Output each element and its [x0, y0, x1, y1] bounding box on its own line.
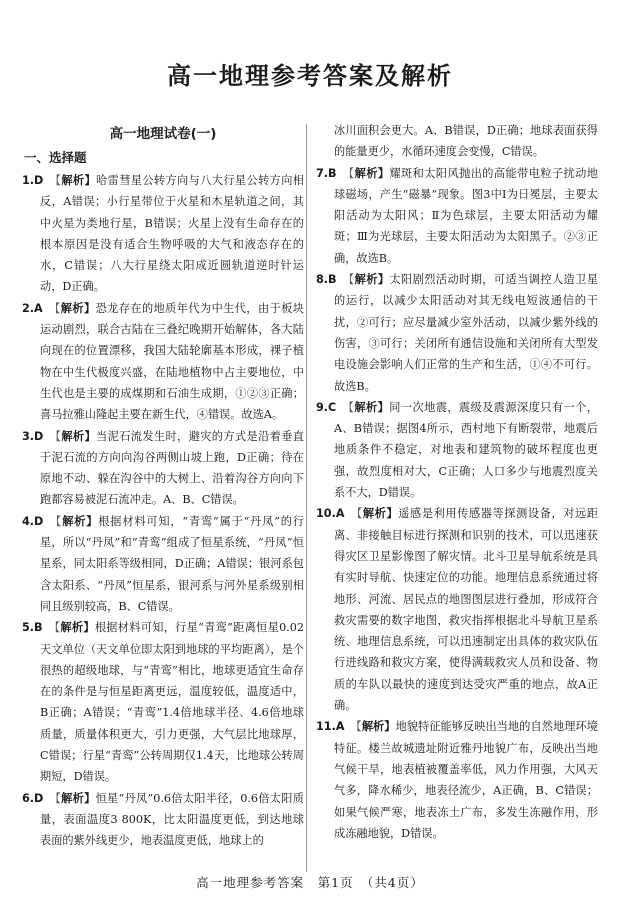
- analysis-text: 地貌特征能够反映出当地的自然地理环境特征。楼兰故城遗址附近雅丹地貌广布，反映出当地气候干旱，地表植被覆盖率低，风力作用强，大风天气多，降水稀少，地表径流少，A正确，B、C错误；如果气候严寒，地表冻土广布，多发生冻融作用，形成冻融地貌，D错误。: [334, 720, 598, 840]
- bracket-mark: 【: [48, 621, 61, 635]
- analysis-text: 耀斑和太阳风抛出的高能带电粒子扰动地球磁场，产生“磁暴”现象。图3中Ⅰ为日冕层，主要太阳活动为太阳风；Ⅱ为色球层，主要太阳活动为耀斑；Ⅲ为光球层，主要太阳活动为太阳黑子。②③正确，故选B。: [334, 166, 598, 265]
- answer-letter: A: [34, 301, 43, 315]
- bracket-mark: 【: [48, 301, 61, 315]
- answer-item: [22, 511, 304, 617]
- right-column: [316, 120, 598, 844]
- analysis-text: 太阳剧烈活动时期，可适当调控人造卫星的运行，以减少太阳活动对其无线电短波通信的干扰，②可行；应尽量减少室外活动，以减少紫外线的伤害，③可行；关闭所有通信设施和关闭所有大型发电设施会影响人们正常的生产和生活，①④不可行。故选B。: [334, 273, 598, 393]
- question-number: 4.: [22, 514, 35, 528]
- analysis-label: 解析】: [354, 273, 390, 287]
- analysis-label: 解析】: [354, 400, 390, 414]
- answer-item: [316, 503, 598, 716]
- bracket-mark: 【: [49, 174, 62, 187]
- question-number: 7.: [316, 166, 329, 180]
- answer-item: [22, 788, 304, 852]
- bracket-mark: 【: [342, 400, 355, 414]
- page-title: 高一地理参考答案及解析: [167, 62, 453, 90]
- analysis-label: 解析】: [60, 621, 95, 635]
- column-divider: [306, 124, 307, 872]
- answer-item: [22, 170, 304, 298]
- question-number: 9.: [316, 400, 329, 414]
- page-footer: 高一地理参考答案 第1页 （共4页）: [196, 875, 424, 890]
- analysis-text: 哈雷彗星公转方向与八大行星公转方向相反，A错误；小行星带位于火星和木星轨道之间，其中火星为类地行星，B错误；火星上没有生命存在的根本原因是没有适合生物呼吸的大气和液态存在的水，C错误；八大行星绕太阳成近圆轨道逆时针运动，D正确。: [40, 174, 304, 294]
- answer-letter: A: [335, 507, 345, 521]
- question-number: 8.: [316, 273, 329, 287]
- answer-letter: B: [34, 621, 43, 635]
- bracket-mark: 【: [350, 507, 363, 521]
- answer-letter: D: [34, 174, 44, 187]
- analysis-text: 根据材料可知，行星“青鸾”距离恒星0.02天文单位（天文单位即太阳到地球的平均距离），是个很热的超级地球，与“青鸾”相比，地球更适宜生命存在的条件是与恒星距离更远，温度较低，温度适中，B正确；A错误；“青鸾”1.4倍地球半径、4.6倍地球质量，质量体积更大，引力更强，大气层比地球厚，C错误；行星“青鸾”公转周期仅1.4天，比地球公转周期短，D错误。: [40, 621, 304, 784]
- answer-item: [22, 426, 304, 511]
- bracket-mark: 【: [342, 273, 355, 287]
- question-number: 1.: [22, 174, 35, 187]
- section-heading: 一、选择题: [24, 150, 87, 165]
- bracket-mark: 【: [49, 429, 62, 443]
- answer-item: [316, 269, 598, 397]
- analysis-label: 解析】: [61, 429, 97, 443]
- answer-letter: D: [34, 791, 44, 805]
- bracket-mark: 【: [49, 514, 63, 528]
- analysis-text: 同一次地震，震级及震源深度只有一个，A、B错误；据图4所示，西村地下有断裂带，地震后地质条件不稳定，对地表和建筑物的破坏程度也更强，故烈度相对大，C正确；人口多少与地震烈度关系不大，D错误。: [334, 400, 598, 500]
- bracket-mark: 【: [350, 720, 362, 734]
- analysis-text: 恒星“丹凤”0.6倍太阳半径，0.6倍太阳质量，表面温度3 800K，比太阳温度更低，到达地球表面的紫外线更少，地表温度更低，地球上的: [40, 791, 304, 848]
- left-answer-list: [22, 170, 304, 852]
- bracket-mark: 【: [49, 791, 62, 805]
- answer-item: [316, 716, 598, 844]
- analysis-text: 恐龙存在的地质年代为中生代，由于板块运动剧烈，联合古陆在三叠纪晚期开始解体，各大陆向现在的位置漂移，我国大陆轮廓基本形成，裸子植物在中生代极度兴盛，在陆地植物中占主要地位，中生代也是主要的成煤期和石油生成期，①②③正确；喜马拉雅山隆起主要在新生代，④错误。故选A。: [40, 301, 304, 422]
- analysis-label: 解析】: [61, 174, 97, 187]
- answer-item: [22, 617, 304, 787]
- question-number: 10.: [316, 507, 336, 521]
- analysis-label: 解析】: [354, 166, 390, 180]
- analysis-label: 解析】: [361, 720, 396, 734]
- answer-letter: A: [335, 720, 345, 734]
- question-number: 2.: [22, 301, 35, 315]
- answer-letter: D: [34, 429, 44, 443]
- question-number: 5.: [22, 621, 35, 635]
- answer-item: [316, 397, 598, 503]
- analysis-label: 解析】: [62, 514, 99, 528]
- answer-item: [316, 163, 598, 269]
- analysis-label: 解析】: [60, 301, 96, 315]
- analysis-text: 根据材料可知，“青鸾”属于“丹凤”的行星，所以“丹凤”和“青鸾”组成了恒星系统，“丹凤”恒星系，同太阳系等级相同，D正确；A错误；银河系包含太阳系、“丹凤”恒星系，银河系与河外星系级别相同且级别较高，B、C错误。: [40, 514, 304, 613]
- question-number: 11.: [316, 720, 336, 734]
- answer-letter: D: [34, 514, 44, 528]
- analysis-text: 遥感是利用传感器等探测设备，对远距离、非接触目标进行探测和识别的技术，可以迅速获得灾区卫星影像图了解灾情。北斗卫星导航系统是具有实时导航、快速定位的功能。地理信息系统通过将地形、河流、居民点的地图图层进行叠加，形成符合救灾需要的数字地图，救灾指挥根据北斗导航卫星系统、地理信息系统，可以迅速制定出具体的救灾队伍行进线路和救灾方案，使得满载救灾人员和设备、物质的车队以最快的速度到达受灾严重的地点，故A正确。: [334, 507, 598, 713]
- analysis-label: 解析】: [362, 507, 399, 521]
- continuation-text: 冰川面积会更大。A、B错误，D正确；地球表面获得的能量更少，水循环速度会变慢，C错误。: [334, 124, 598, 159]
- section-title: 高一地理试卷(一): [109, 126, 217, 142]
- analysis-text: 当泥石流发生时，避灾的方式是沿着垂直于泥石流的方向向沟谷两侧山坡上跑，D正确；待在原地不动、躲在沟谷中的大树上、沿着沟谷方向向下跑都容易被泥石流冲走。A、B、C错误。: [40, 429, 304, 507]
- answer-letter: C: [328, 400, 337, 414]
- answer-letter: B: [328, 166, 337, 180]
- answer-item: [22, 298, 304, 426]
- question-number: 6.: [22, 791, 35, 805]
- right-answer-list: [316, 163, 598, 845]
- bracket-mark: 【: [342, 166, 355, 180]
- left-column: [22, 120, 304, 852]
- analysis-label: 解析】: [61, 791, 96, 805]
- question-number: 3.: [22, 429, 35, 443]
- answer-letter: B: [328, 273, 337, 287]
